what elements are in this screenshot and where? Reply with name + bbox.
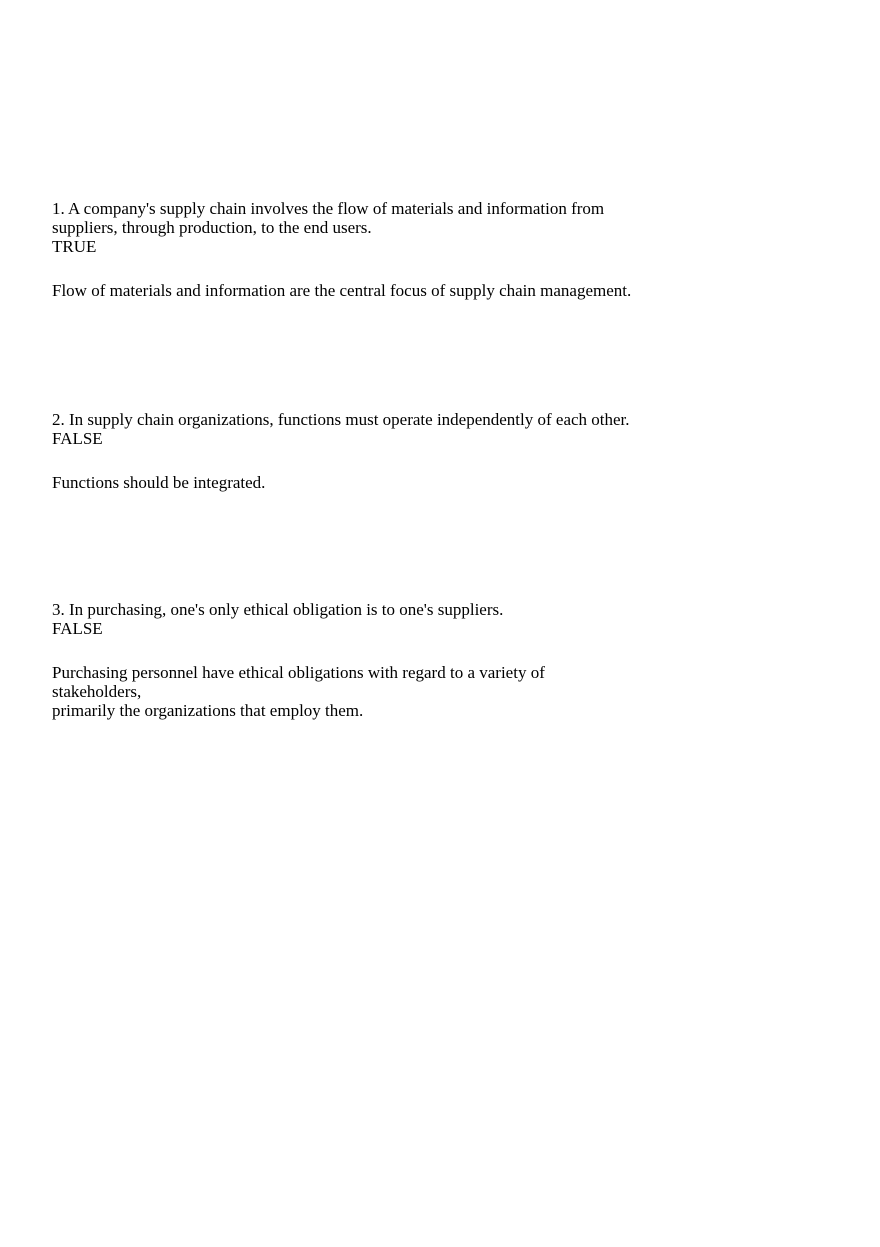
explanation-text: Purchasing personnel have ethical obligations with regard to a variety of xyxy=(52,663,545,682)
answer-label: FALSE xyxy=(52,429,103,448)
answer-label: FALSE xyxy=(52,619,103,638)
explanation-text: stakeholders, xyxy=(52,682,142,701)
explanation xyxy=(52,473,662,492)
question-block-3 xyxy=(52,600,662,720)
explanation xyxy=(52,663,662,720)
question-text: suppliers, through production, to the end users. xyxy=(52,218,372,237)
question-block-1 xyxy=(52,199,662,300)
explanation xyxy=(52,281,662,300)
question-block-2 xyxy=(52,410,662,492)
explanation-text: Flow of materials and information are the central focus of supply chain management. xyxy=(52,281,632,300)
question-text: 3. In purchasing, one's only ethical obligation is to one's suppliers. xyxy=(52,600,504,619)
question-text: 2. In supply chain organizations, functions must operate independently of each other. xyxy=(52,410,630,429)
question-text: 1. A company's supply chain involves the flow of materials and information from xyxy=(52,199,605,218)
explanation-text: primarily the organizations that employ them. xyxy=(52,701,364,720)
explanation-text: Functions should be integrated. xyxy=(52,473,266,492)
answer-label: TRUE xyxy=(52,237,97,256)
